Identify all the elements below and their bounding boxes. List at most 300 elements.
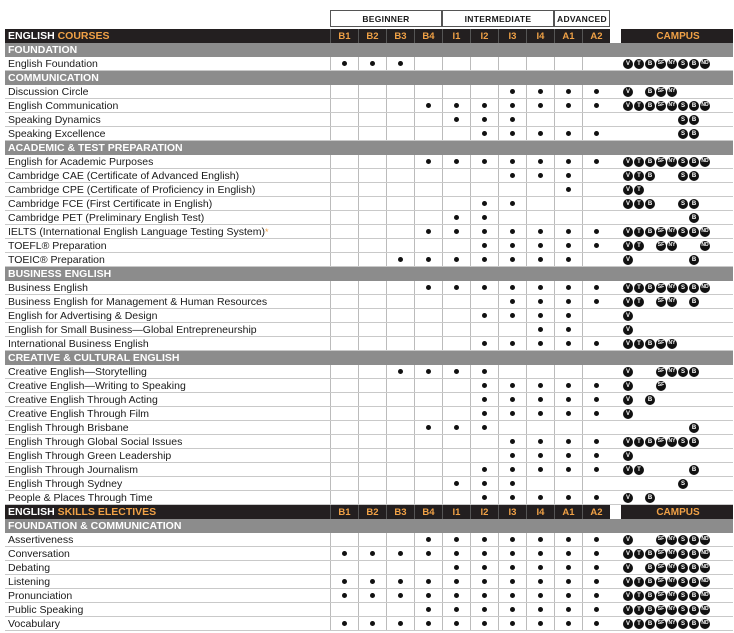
level-cell-a1 [554, 365, 582, 378]
campus-ny-icon [667, 493, 677, 503]
campus-b-icon: B [689, 129, 699, 139]
campus-b-icon [645, 409, 655, 419]
campus-v-icon: V [623, 535, 633, 545]
level-dot [454, 117, 459, 122]
level-dot [398, 61, 403, 66]
level-cell-a2 [582, 589, 610, 602]
level-dot [398, 579, 403, 584]
course-name: Discussion Circle [8, 86, 89, 98]
campus-nd-icon [700, 451, 710, 461]
course-name-cell [5, 435, 330, 448]
level-dot [594, 607, 599, 612]
level-cell-a1 [554, 407, 582, 420]
level-cell-i3 [498, 575, 526, 588]
level-cell-i2 [470, 323, 498, 336]
campus-badges [623, 199, 710, 209]
campus-b-icon: B [689, 423, 699, 433]
level-header-a2: A2 [582, 505, 610, 519]
table-row [5, 239, 733, 253]
level-cell-i1 [442, 127, 470, 140]
campus-b-icon: B [689, 367, 699, 377]
campus-nd-icon [700, 213, 710, 223]
campus-sf-icon: SF [656, 591, 666, 601]
course-name: English Communication [8, 100, 119, 112]
level-cell-b2 [358, 323, 386, 336]
campus-cell [621, 393, 733, 406]
level-dot [482, 159, 487, 164]
campus-ny-icon [667, 115, 677, 125]
campus-b-icon: B [645, 87, 655, 97]
campus-b-icon: B [689, 437, 699, 447]
campus-t-icon: T [634, 241, 644, 251]
level-dot [482, 565, 487, 570]
level-cell-b3 [386, 589, 414, 602]
level-cell-b2 [358, 435, 386, 448]
level-dot [538, 103, 543, 108]
level-cell-a1 [554, 113, 582, 126]
level-cell-a1 [554, 449, 582, 462]
level-cell-i3 [498, 393, 526, 406]
level-cell-b4 [414, 337, 442, 350]
campus-b-icon: B [645, 199, 655, 209]
table-row [5, 617, 733, 631]
campus-b-icon: B [645, 395, 655, 405]
level-dot [566, 565, 571, 570]
course-name: Cambridge FCE (First Certificate in English) [8, 198, 213, 210]
level-cell-b1 [330, 281, 358, 294]
course-table [5, 29, 733, 631]
campus-s-icon: S [678, 171, 688, 181]
level-cell-a2 [582, 491, 610, 504]
level-cell-b3 [386, 477, 414, 490]
course-name: Listening [8, 576, 51, 588]
level-cell-b1 [330, 533, 358, 546]
campus-b-icon [645, 185, 655, 195]
level-cell-b4 [414, 421, 442, 434]
course-name: Debating [8, 562, 51, 574]
level-dot [538, 537, 543, 542]
level-dot [510, 383, 515, 388]
level-cell-i1 [442, 393, 470, 406]
table-row [5, 295, 733, 309]
campus-ny-icon [667, 479, 677, 489]
level-cell-b2 [358, 547, 386, 560]
level-cell-b4 [414, 365, 442, 378]
level-cell-b3 [386, 85, 414, 98]
campus-sf-icon: SF [656, 577, 666, 587]
campus-b-icon: B [689, 171, 699, 181]
level-dot [594, 299, 599, 304]
level-header-b3: B3 [386, 505, 414, 519]
level-cell-b1 [330, 99, 358, 112]
level-dot [594, 565, 599, 570]
level-dot [566, 453, 571, 458]
level-cell-i3 [498, 449, 526, 462]
level-dot [566, 397, 571, 402]
level-dot [510, 551, 515, 556]
campus-sf-icon: SF [656, 367, 666, 377]
level-cell-i1 [442, 533, 470, 546]
level-cell-i4 [526, 435, 554, 448]
level-dot [594, 439, 599, 444]
course-name: English Through Sydney [8, 478, 123, 490]
level-cell-i3 [498, 309, 526, 322]
campus-s-icon [678, 465, 688, 475]
campus-b-icon [645, 535, 655, 545]
level-dot [538, 285, 543, 290]
section-title-accent: COURSES [57, 30, 110, 42]
level-dot [538, 257, 543, 262]
level-dot [594, 593, 599, 598]
level-cell-i3 [498, 99, 526, 112]
campus-t-icon [634, 129, 644, 139]
campus-t-icon [634, 325, 644, 335]
level-cell-a1 [554, 477, 582, 490]
table-row [5, 491, 733, 505]
level-cell-i2 [470, 491, 498, 504]
level-dot [342, 551, 347, 556]
course-name-cell [5, 337, 330, 350]
campus-t-icon: T [634, 549, 644, 559]
campus-sf-icon [656, 311, 666, 321]
campus-cell [621, 365, 733, 378]
campus-t-icon: T [634, 171, 644, 181]
campus-v-icon [623, 115, 633, 125]
level-cell-i4 [526, 379, 554, 392]
campus-cell [621, 155, 733, 168]
campus-v-icon: V [623, 381, 633, 391]
campus-badges [623, 101, 710, 111]
level-cell-i4 [526, 127, 554, 140]
level-cell-a1 [554, 603, 582, 616]
level-cell-i1 [442, 379, 470, 392]
campus-b-icon: B [689, 605, 699, 615]
level-cell-i1 [442, 589, 470, 602]
level-dot [342, 61, 347, 66]
campus-badges [623, 549, 710, 559]
campus-sf-icon: SF [656, 227, 666, 237]
group-intermediate: INTERMEDIATE [442, 10, 554, 27]
level-cell-i4 [526, 407, 554, 420]
level-dot [538, 453, 543, 458]
campus-nd-icon [700, 171, 710, 181]
course-name: Speaking Excellence [8, 128, 106, 140]
level-dot [342, 593, 347, 598]
campus-v-icon: V [623, 311, 633, 321]
campus-t-icon [634, 451, 644, 461]
campus-cell [621, 407, 733, 420]
level-cell-i4 [526, 561, 554, 574]
level-dot [538, 621, 543, 626]
level-cell-i4 [526, 533, 554, 546]
level-cell-i2 [470, 253, 498, 266]
level-cell-b3 [386, 617, 414, 630]
campus-cell [621, 225, 733, 238]
campus-s-icon [678, 381, 688, 391]
level-cell-a1 [554, 281, 582, 294]
level-dot [594, 495, 599, 500]
campus-t-icon [634, 213, 644, 223]
level-cell-i3 [498, 323, 526, 336]
campus-b-icon [645, 451, 655, 461]
level-cell-a2 [582, 85, 610, 98]
campus-nd-icon [700, 367, 710, 377]
level-cell-b1 [330, 309, 358, 322]
campus-badges [623, 87, 710, 97]
level-cell-b1 [330, 435, 358, 448]
campus-s-icon: S [678, 619, 688, 629]
level-dot [594, 285, 599, 290]
table-row [5, 561, 733, 575]
level-cell-a1 [554, 575, 582, 588]
course-name-cell [5, 225, 330, 238]
level-dot [538, 579, 543, 584]
campus-v-icon: V [623, 367, 633, 377]
level-cell-a2 [582, 449, 610, 462]
level-cell-i1 [442, 197, 470, 210]
campus-badges [623, 577, 710, 587]
campus-v-icon [623, 479, 633, 489]
level-dot [454, 229, 459, 234]
level-dot [398, 593, 403, 598]
level-cell-i3 [498, 85, 526, 98]
level-cell-a1 [554, 393, 582, 406]
level-dot [566, 173, 571, 178]
campus-ny-icon: NY [667, 605, 677, 615]
level-cell-i2 [470, 463, 498, 476]
campus-s-icon [678, 451, 688, 461]
campus-b-icon [645, 297, 655, 307]
level-cell-b1 [330, 463, 358, 476]
level-cell-b1 [330, 323, 358, 336]
campus-s-icon: S [678, 591, 688, 601]
level-cell-i1 [442, 603, 470, 616]
level-cell-a1 [554, 379, 582, 392]
level-cell-b3 [386, 155, 414, 168]
level-cell-a2 [582, 365, 610, 378]
level-cell-b1 [330, 407, 358, 420]
level-header-b1: B1 [330, 29, 358, 43]
level-dot [566, 439, 571, 444]
level-cell-b4 [414, 211, 442, 224]
level-cell-i4 [526, 57, 554, 70]
level-cell-b3 [386, 365, 414, 378]
level-header-i4: I4 [526, 505, 554, 519]
campus-b-icon: B [689, 577, 699, 587]
table-row [5, 183, 733, 197]
level-cell-b1 [330, 239, 358, 252]
course-name-cell [5, 309, 330, 322]
campus-badges [623, 619, 710, 629]
level-dot [538, 313, 543, 318]
campus-t-icon: T [634, 465, 644, 475]
campus-s-icon [678, 255, 688, 265]
course-name: TOEIC® Preparation [8, 254, 105, 266]
campus-s-icon [678, 213, 688, 223]
campus-ny-icon: NY [667, 297, 677, 307]
level-dot [566, 89, 571, 94]
level-cell-a1 [554, 533, 582, 546]
level-dot [454, 285, 459, 290]
table-row [5, 309, 733, 323]
level-cell-b4 [414, 183, 442, 196]
level-cell-b4 [414, 589, 442, 602]
level-cell-i4 [526, 603, 554, 616]
level-dot [482, 383, 487, 388]
level-dot [482, 341, 487, 346]
campus-b-icon [689, 311, 699, 321]
level-cell-b4 [414, 617, 442, 630]
level-cell-b3 [386, 309, 414, 322]
campus-b-icon [645, 311, 655, 321]
course-name-cell [5, 561, 330, 574]
level-cell-i4 [526, 463, 554, 476]
level-cell-i1 [442, 155, 470, 168]
level-cell-a1 [554, 309, 582, 322]
campus-v-icon: V [623, 493, 633, 503]
table-row [5, 85, 733, 99]
level-cell-i1 [442, 239, 470, 252]
course-name-cell [5, 421, 330, 434]
level-dot [566, 327, 571, 332]
level-dot [510, 579, 515, 584]
campus-v-icon: V [623, 171, 633, 181]
level-dot [342, 579, 347, 584]
campus-ny-icon [667, 311, 677, 321]
table-row [5, 127, 733, 141]
course-name: Vocabulary [8, 618, 60, 630]
level-cell-b1 [330, 617, 358, 630]
level-cell-i4 [526, 491, 554, 504]
campus-t-icon [634, 493, 644, 503]
campus-badges [623, 395, 710, 405]
level-cell-a2 [582, 421, 610, 434]
level-cell-i4 [526, 393, 554, 406]
level-cell-i3 [498, 407, 526, 420]
campus-s-icon: S [678, 605, 688, 615]
level-cell-i1 [442, 169, 470, 182]
level-cell-i4 [526, 617, 554, 630]
course-name-cell [5, 477, 330, 490]
campus-sf-icon [656, 255, 666, 265]
campus-badges [623, 367, 710, 377]
level-cell-b2 [358, 85, 386, 98]
level-header-a2: A2 [582, 29, 610, 43]
campus-t-icon: T [634, 577, 644, 587]
level-cell-b3 [386, 127, 414, 140]
level-cell-i2 [470, 575, 498, 588]
campus-b-icon: B [689, 101, 699, 111]
level-dot [538, 299, 543, 304]
course-name: Creative English—Storytelling [8, 366, 147, 378]
campus-b-icon: B [689, 199, 699, 209]
level-cell-i3 [498, 225, 526, 238]
level-dot [510, 313, 515, 318]
campus-sf-icon: SF [656, 297, 666, 307]
campus-b-icon: B [689, 465, 699, 475]
level-header-i3: I3 [498, 29, 526, 43]
campus-cell [621, 99, 733, 112]
level-dot [482, 411, 487, 416]
level-dot [482, 201, 487, 206]
level-cell-b1 [330, 169, 358, 182]
campus-t-icon [634, 87, 644, 97]
level-dot [566, 467, 571, 472]
level-cell-b4 [414, 127, 442, 140]
course-name-cell [5, 85, 330, 98]
campus-sf-icon: SF [656, 619, 666, 629]
level-dot [510, 593, 515, 598]
campus-v-icon: V [623, 619, 633, 629]
course-name-cell [5, 113, 330, 126]
level-cell-b1 [330, 337, 358, 350]
campus-s-icon: S [678, 129, 688, 139]
campus-b-icon: B [689, 563, 699, 573]
level-dot [594, 621, 599, 626]
level-dot [538, 383, 543, 388]
course-name-cell [5, 211, 330, 224]
level-cell-a2 [582, 211, 610, 224]
campus-ny-icon: NY [667, 563, 677, 573]
table-row [5, 575, 733, 589]
level-dot [426, 593, 431, 598]
campus-v-icon: V [623, 563, 633, 573]
campus-sf-icon: SF [656, 605, 666, 615]
level-dot [426, 425, 431, 430]
level-dot [482, 621, 487, 626]
table-row [5, 435, 733, 449]
campus-v-icon: V [623, 605, 633, 615]
level-cell-i3 [498, 113, 526, 126]
campus-nd-icon: ND [700, 227, 710, 237]
level-cell-b4 [414, 435, 442, 448]
level-cell-a2 [582, 323, 610, 336]
level-cell-b3 [386, 113, 414, 126]
level-cell-i4 [526, 113, 554, 126]
course-name-cell [5, 197, 330, 210]
campus-v-icon: V [623, 451, 633, 461]
level-dot [538, 439, 543, 444]
level-dot [482, 229, 487, 234]
course-name: IELTS (International English Language Testing System) [8, 226, 266, 238]
level-cell-i4 [526, 337, 554, 350]
campus-ny-icon [667, 171, 677, 181]
level-dot [594, 467, 599, 472]
level-dot [510, 565, 515, 570]
level-cell-i3 [498, 239, 526, 252]
level-dot [538, 495, 543, 500]
level-cell-i1 [442, 575, 470, 588]
campus-badges [623, 409, 710, 419]
campus-s-icon: S [678, 437, 688, 447]
campus-s-icon: S [678, 101, 688, 111]
campus-b-icon: B [645, 227, 655, 237]
campus-t-icon: T [634, 199, 644, 209]
level-cell-b4 [414, 295, 442, 308]
campus-v-icon [623, 129, 633, 139]
campus-b-icon: B [689, 59, 699, 69]
level-cell-a2 [582, 379, 610, 392]
level-cell-i2 [470, 57, 498, 70]
level-cell-a2 [582, 127, 610, 140]
level-header-i4: I4 [526, 29, 554, 43]
campus-v-icon: V [623, 325, 633, 335]
level-dot [538, 607, 543, 612]
level-cell-a1 [554, 547, 582, 560]
campus-ny-icon [667, 185, 677, 195]
level-cell-a2 [582, 617, 610, 630]
level-cell-b4 [414, 463, 442, 476]
